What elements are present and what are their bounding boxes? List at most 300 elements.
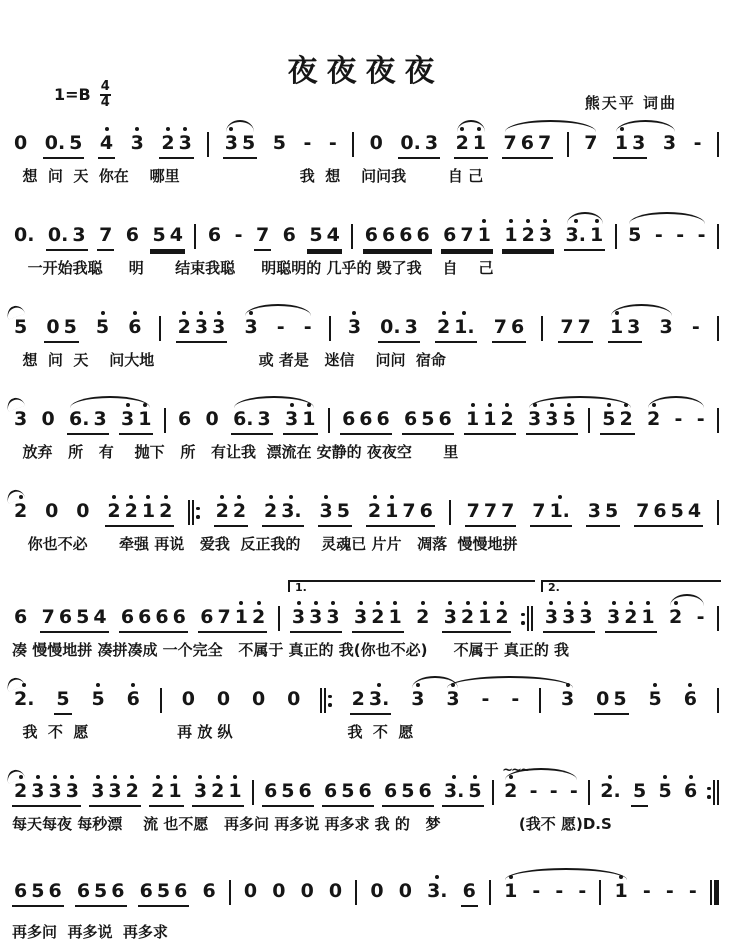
lyrics-line: 一开始我聪 明 结束我聪 明聪明的 几乎的 毁了我 自 己 [12,259,494,277]
note-token [634,502,703,527]
note-token [568,782,580,807]
note-token [262,782,314,807]
slur-arc [567,212,603,224]
note: 7 [537,132,552,155]
note: - [665,880,674,903]
note: 0 [181,688,195,711]
note: 6 [125,224,140,247]
note-token [200,882,217,907]
octave-dot [220,495,224,499]
note-token [363,226,432,251]
barline [159,316,161,343]
note: - [234,224,243,247]
octave-dot [216,775,220,779]
octave-dot [96,683,100,687]
note-token [327,882,344,907]
octave-dot [233,775,237,779]
notes-row [12,880,719,907]
octave-dot [629,601,633,605]
note: 5 [152,224,166,247]
barline [599,880,601,907]
slur-arc [648,396,704,408]
octave-dot [237,495,241,499]
note: 6 [120,606,135,629]
note: 3 [290,608,307,628]
note: 0 [243,880,258,903]
volta-label: 2. [548,581,560,594]
note-token [150,226,184,251]
barline-stroke [717,500,719,525]
note: 2 [231,502,248,522]
note-token [254,226,271,251]
note: 1 [613,882,630,902]
note: 0 [398,880,412,903]
octave-dot [466,601,470,605]
barline [355,880,357,907]
note-token [502,763,529,807]
octave-dot [217,311,221,315]
notes-row [12,316,719,343]
octave-dot [96,775,100,779]
note: 7 [255,224,270,247]
note: 6. [69,408,90,431]
note-token [307,226,341,251]
note: - [693,132,702,155]
barline-stroke [599,880,601,905]
note: 7 [99,224,113,247]
note-token [176,318,228,343]
note-token [397,882,414,907]
notes-row [12,581,719,633]
octave-dot [421,601,425,605]
note: 2 [499,410,516,430]
note: 6 [443,224,457,247]
note: 6 [682,690,699,710]
note: 6 [298,780,312,803]
note-token [600,410,634,435]
note: 3 [283,410,300,430]
slur-arc [70,396,150,408]
note: 0 [45,500,59,523]
barline-stroke [192,500,194,525]
octave-dot [164,495,168,499]
note: 2 [351,688,365,711]
note-token [40,608,109,633]
note-token [687,882,699,907]
note: 3 [605,608,622,628]
note-token [696,226,708,251]
barline-stroke [229,880,231,905]
note: 3 [177,134,194,154]
note: 3 [662,132,677,155]
note: 3 [242,318,259,338]
note: 6 [376,408,390,431]
note: 6 [76,880,91,903]
note: 1 [226,782,243,802]
note: 0 [251,688,266,711]
barline-stroke [717,132,719,157]
note: 1 [233,608,250,628]
note-token [12,226,36,251]
note: 3 [89,782,106,802]
note: 5 [605,500,619,523]
note: 2 [12,502,29,522]
note-token [682,690,699,715]
barline-stroke [531,606,533,631]
note: 2 [157,502,174,522]
note: 3 [409,690,426,710]
note: 3 [318,502,335,522]
barline-stroke [717,780,719,805]
note: 6 [172,606,186,629]
note: - [276,316,285,339]
barline-stroke [541,316,543,341]
note-token [398,134,440,159]
note: 2 [520,226,537,246]
barline [328,408,330,435]
octave-dot [376,601,380,605]
barline [352,132,354,159]
note: 3 [346,318,363,338]
note: 3 [577,608,594,628]
octave-dot [135,127,139,131]
note-token [664,882,676,907]
octave-dot [113,775,117,779]
octave-dot [166,127,170,131]
barline-stroke [713,780,715,805]
note: 3 [324,608,341,628]
note-token [340,410,392,435]
note-token [673,410,685,435]
note-token [242,882,259,907]
octave-dot [373,495,377,499]
barline [717,224,719,251]
note-token [327,134,339,159]
note: 3 [424,132,439,155]
barline-stroke [539,688,541,713]
lyrics-line: 凑 慢慢地拼 凑拼凑成 一个完全 不属于 真正的 我(你也不必) 不属于 真正的 我 [12,641,570,659]
barline [160,688,162,715]
note: 0. [14,224,35,247]
octave-dot [567,601,571,605]
octave-dot [239,601,243,605]
octave-dot [324,495,328,499]
barline [567,132,569,159]
octave-dot [182,311,186,315]
note: 2 [435,318,452,338]
octave-dot [471,403,475,407]
note: 6 [264,780,278,803]
note: - [303,132,312,155]
lyrics-line: 放弃 所 有 抛下 所 有让我 漂流在 安静的 夜夜空 里 [12,443,459,461]
note: - [303,316,312,339]
lyrics-line: 再多问 再多说 再多求 [12,923,168,941]
note: 6 [358,780,372,803]
note-token [46,226,88,251]
barline-stroke [194,224,196,249]
note-token [231,410,273,435]
score-line [10,763,721,834]
note: 5 [421,408,435,431]
note: 0 [370,880,384,903]
note: 0 [300,880,314,903]
note-token [444,690,461,715]
octave-dot [131,683,135,687]
trill-mark: ~~~ [502,763,529,779]
note: 1 [464,410,481,430]
barline-stroke [710,880,712,905]
note-token [302,318,314,343]
note: 6 [126,318,143,338]
note: 0 [287,688,301,711]
note: 3 [543,608,560,628]
note: 1 [639,608,656,628]
note: 1. [452,318,476,338]
note: 1 [608,318,625,338]
note: 5 [56,688,70,711]
octave-dot [70,775,74,779]
composer-credit: 熊天平 词曲 [584,94,677,112]
note: 3 [29,782,46,802]
note: - [549,780,558,803]
octave-dot [646,601,650,605]
note: 5 [76,606,90,629]
note-token [605,608,657,633]
note: - [555,880,564,903]
note-token [43,502,60,527]
octave-dot [488,403,492,407]
note-token [626,226,643,251]
barline-stroke [567,132,569,157]
note: 5 [560,410,577,430]
note: 7 [503,132,517,155]
volta-bracket [288,580,535,592]
octave-dot [390,495,394,499]
note: 7 [466,500,480,523]
barline [188,500,200,527]
note-token [350,690,392,715]
note: 3 [46,782,63,802]
note-token [262,502,304,527]
lyrics-line: 你也不必 牵强 再说 爱我 反正我的 灵魂已 片片 凋落 慢慢地拼 [12,535,518,553]
note: 6 [520,132,534,155]
note: 2 [493,608,510,628]
note: 0 [596,688,610,711]
octave-dot [689,775,693,779]
note-token [641,882,653,907]
octave-dot [129,495,133,499]
note: 2 [454,134,471,154]
slur-arc [457,120,485,132]
note-token [674,226,686,251]
score-line [10,858,721,942]
note-token [409,690,426,715]
note: 5 [272,132,286,155]
octave-dot [435,875,439,879]
note-token [290,608,342,633]
octave-dot [130,775,134,779]
note: 2 [667,608,684,628]
note: 5 [656,782,673,802]
note-token [12,134,29,159]
barline-stroke [717,224,719,249]
barline-stroke [329,316,331,341]
note: 6 [58,606,73,629]
octave-dot [473,775,477,779]
note: 6 [155,606,169,629]
note: 7 [460,224,474,247]
lyrics-line: 每天每夜 每秒漂 流 也不愿 再多问 再多说 再多求 我 的 梦 (我不 愿)D.S [12,815,612,833]
note: 6 [462,880,476,903]
barline-stroke [527,606,529,631]
repeat-dots [328,688,332,713]
note-token [442,782,484,807]
score-body [0,118,731,942]
note-token [613,882,630,907]
barline-stroke [717,606,719,631]
slur-arc [505,868,627,880]
octave-dot [198,775,202,779]
note: - [642,880,651,903]
octave-dot [688,683,692,687]
note-token [582,134,599,159]
note: 0. [400,132,421,155]
lyrics-line: 我 不 愿 再 放 纵 我 不 愿 [12,723,414,741]
barline-stroke [588,408,590,433]
note-token [322,782,374,807]
note: 5 [63,316,77,339]
note: 7 [501,500,515,523]
note: 6 [438,408,452,431]
note: 2 [214,502,231,522]
note: 0 [46,316,60,339]
note-token [530,882,542,907]
note: 5 [14,316,28,339]
octave-dot [543,219,547,223]
note: 1 [502,882,519,902]
note: 4 [169,224,183,247]
note: 5 [31,880,45,903]
note: - [511,688,520,711]
note: - [532,880,541,903]
note: - [676,224,685,247]
score-header [0,0,731,118]
note: 6 [282,224,296,247]
note-token [442,608,511,633]
note: 6 [364,224,378,247]
note: 3 [559,690,576,710]
octave-dot [133,311,137,315]
note-token [281,226,298,251]
octave-dot [608,775,612,779]
note: 2 [459,608,476,628]
note: 3 [659,316,673,339]
note: 5 [600,410,617,430]
note-token [613,134,647,159]
note-token [12,502,29,527]
note: 0. [47,224,69,247]
note: 5 [401,780,415,803]
note: 3 [632,132,646,155]
note: 3 [444,690,461,710]
note-token [318,502,352,527]
barline-stroke [188,500,190,525]
notes-row [12,408,719,435]
slur-arc [611,304,672,316]
octave-dot [452,775,456,779]
note: 6 [416,224,430,247]
note-token [576,882,588,907]
song-title: 夜夜夜夜 [287,54,444,89]
note: 6 [653,500,667,523]
meter-denominator: 4 [100,94,110,110]
note-token [12,782,81,807]
barline [707,780,719,807]
note: 6 [139,880,153,903]
note-token [352,608,404,633]
barline-stroke [324,688,326,713]
octave-dot [377,683,381,687]
note: 3 [192,782,209,802]
note-token [502,882,519,907]
octave-dot [53,775,57,779]
octave-dot [483,601,487,605]
note-token [180,690,197,715]
barline [252,780,254,807]
octave-dot [105,127,109,131]
note: 1 [613,134,630,154]
note: - [481,688,490,711]
note: 3 [106,782,123,802]
octave-dot [257,601,261,605]
barline-stroke [449,500,451,525]
time-signature [100,80,111,109]
note-token [378,318,420,343]
barline-stroke [278,606,280,631]
barline [588,408,590,435]
note: 6 [138,606,152,629]
note-token [214,502,248,527]
note-token [89,782,141,807]
note: 3 [210,318,227,338]
note: 1 [481,410,498,430]
note: - [691,316,700,339]
note-token [402,410,454,435]
note: 5 [336,500,350,523]
note-token [250,690,267,715]
slur-arc [234,396,314,408]
note: 3. [279,502,303,522]
barline-stroke [164,408,166,433]
note-token [97,226,114,251]
note: 2 [149,782,166,802]
repeat-dots [707,780,711,805]
note-token [40,410,57,435]
note: 4 [98,134,115,154]
note: 6 [324,780,338,803]
note: 1 [471,134,488,154]
note: 1. [547,502,571,522]
note-token [454,134,488,159]
note-token [645,410,662,435]
note: 3 [526,410,543,430]
octave-dot [269,495,273,499]
octave-dot [352,311,356,315]
octave-dot [584,601,588,605]
note: - [688,880,697,903]
note: 1 [140,502,157,522]
note: 7 [402,500,416,523]
